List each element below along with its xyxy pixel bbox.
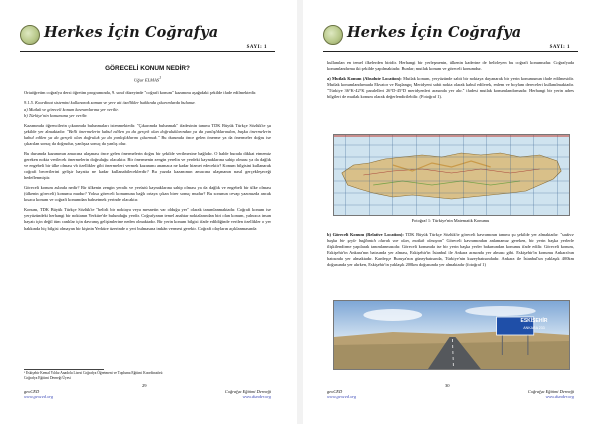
map-graphic bbox=[334, 135, 569, 215]
masthead-title: Herkes İçin Coğrafya bbox=[347, 24, 522, 41]
paragraph-absolute bbox=[327, 76, 574, 100]
absolute-heading: a) Mutlak Konum (Absolute Location): bbox=[327, 76, 402, 82]
absolute-text: Mutlak konum, yeryüzünde sabit bir noktaya dayanarak bir yerin konumunun ifade edilmesidir. Mutlak konumlandırmada Ekvator ve Başlangıç Meridyeni sabit nokta olarak kabul edilerek, enlem ve boylam dereceleri kullanılmaktadır. "Türkiye 36°K-42°K paralelleri 26°D-45°D meridyenleri arasında yer alır." ifadesi mutlak konumlandırmadır. Herhangi bir yerin adres bilgileri de mutlak konum olarak değerlendirilebilir. (Fotoğraf 1). bbox=[327, 76, 574, 100]
list-item: b) Türkiye'nin konumuna yer verilir. bbox=[24, 112, 88, 118]
header-rule bbox=[323, 51, 578, 52]
footer-link[interactable]: www.geoced.org bbox=[327, 394, 357, 400]
footer-org: geoCED bbox=[327, 389, 343, 394]
globe-logo-icon bbox=[323, 25, 343, 45]
author-footnote-mark: 1 bbox=[159, 76, 162, 81]
footer-link[interactable]: www.dunder.org bbox=[545, 394, 574, 400]
article-body bbox=[327, 60, 574, 104]
paragraph-purpose: Bu durumda kazanımın amacına ulaşması önce gelen önermelerin doğru bir şekilde verilmesine bağlıdır. O halde burada dikkat etmemiz gereken nokta verilecek önermelerin doğruluğu olacaktır. Bir önermenin zengin yerelin ve yerdeki kaynaklarına sahip olması ya da dağlık ve engebeli bir ülke olması vb özellikler gibi önermeleri vermek kazanımı anamaca ne kadar hizmet edecektir? Konum bilgisini kullanarak coğrafi becerilerini gelişir hayatta ne kadar kullanabileceklerdir? Bu yazıda kazanımın amacına ulaşmanın nasıl gerçekleşeceği hedeflenmiştir. bbox=[24, 151, 271, 181]
article-body bbox=[24, 66, 271, 236]
footer-org: Coğrafya Eğitimi Derneği bbox=[224, 389, 271, 394]
relative-quote: "sadece başka bir şeyle bağlantılı olarak var olan, mutlak olmayan" bbox=[327, 232, 574, 244]
inference-quote: "Belli önermelerin kabul edilen ya da gerçek olan doğruluklarından ya da yanlışlıklarından, başka önermelerin kabul edilen ya da gerçek olan doğruluk ya da yanlışlıklarını çıkarmak." bbox=[24, 128, 272, 140]
issue-number: SAYI: 1 bbox=[549, 45, 570, 50]
article-author bbox=[24, 75, 271, 84]
footer-left bbox=[327, 389, 356, 400]
paragraph-question: Göreceli konum aslında nedir? Bir ülkenin zengin yeraltı ve yerüstü kaynaklarına sahip olması ya da dağlık ve engebeli bir ülke olması (ülkenin göreceli) konumu mudur? Yoksa göreceli konumuna bağlı ortaya çıkan birer sonuç mudur? Bu sorunun cevap yazımızda ancak kısaca konum ve coğrafi konumdan bahsetmek yerinde olacaktır. bbox=[24, 185, 271, 203]
footnote-rule bbox=[24, 369, 104, 370]
footer-org: geoCED bbox=[24, 389, 40, 394]
map-caption: Fotoğraf 1: Türkiye'nin Matematik Konumu bbox=[411, 218, 490, 223]
footnote bbox=[24, 371, 271, 381]
sign-distance: ANKARA 233 bbox=[523, 326, 545, 330]
masthead-title: Herkes İçin Coğrafya bbox=[44, 24, 219, 41]
sign-name: ESKİŞEHİR bbox=[520, 318, 548, 324]
road-sign-photo bbox=[333, 300, 570, 370]
paragraph-relative bbox=[327, 232, 574, 268]
footer-link[interactable]: www.geoced.org bbox=[24, 394, 54, 400]
globe-logo-icon bbox=[20, 25, 40, 45]
turkey-grid-map bbox=[333, 134, 570, 216]
photo-graphic bbox=[334, 301, 569, 369]
footer-right bbox=[225, 389, 271, 400]
page-left bbox=[0, 0, 297, 424]
paragraph-intro: Ortaöğretim coğrafya dersi öğretim programında, 9. sınıf düzeyinde "coğrafi konum" kazanımı aşağıdaki şekilde ifade edilmektedir. bbox=[24, 89, 257, 95]
page-right bbox=[303, 0, 600, 424]
footer-left bbox=[24, 389, 53, 400]
paragraph-inference bbox=[24, 123, 271, 147]
objective-text: 9.1.5. Koordinat sistemini kullanarak zaman ve yere ait özellikler hakkında çıkarımlarda bulunur. bbox=[24, 99, 196, 105]
paragraph-continuation: kullanılan en temel ilkelerden biridir. Herhangi bir yerleşmenin, ülkenin kaderine de belirleyen bu coğrafi konumudur. Coğrafyada konumlandırma iki şekilde yapılmaktadır. Bunlar; mutlak konum ve göreceli konumdur. bbox=[327, 60, 574, 72]
objective-list bbox=[24, 107, 271, 119]
page-number: 29 bbox=[142, 383, 147, 388]
footnote-line: ¹ Eskişehir Kemal Yıldız Anadolu Lisesi Coğrafya Öğretmeni ve Topluma Eğitimi Koordinatörü bbox=[24, 371, 163, 375]
article-title: GÖRECELİ KONUM NEDİR? bbox=[105, 65, 190, 72]
footer-org: Coğrafya Eğitimi Derneği bbox=[527, 389, 574, 394]
relative-text-1: TDK Büyük Türkçe Sözlük'te göreceli kavramının tanımı şu şekilde yer almaktadır: bbox=[405, 232, 559, 238]
issue-number: SAYI: 1 bbox=[246, 45, 267, 50]
article-body-continued bbox=[327, 216, 574, 272]
paragraph-definition: Konum, TDK Büyük Türkçe Sözlük'te "belirli bir noktaya veya mesnetin var olduğu yer" olarak tanımlanmaktadır. Coğrafi konum ise yeryüzündeki herhangi bir noktanın Yerküre'de bulunduğu yerdir. Coğrafyanın temel anahtar noktalarından biri olan konum, yalnızca insan hayatı için değil tüm canlılar için davranış gelişimlerine neden olmaktadır. Bir yerin konum bilgisi ifade edildiğinde verilen özellikler o yer hakkında hiç bilgisi olmayan bir kişinin Yerküre üzerinde o yeri bulmasına imkân vermesi gerekir. Coğrafi olayların açıklanmasında bbox=[24, 207, 271, 231]
author-name: Uğur ELMAS bbox=[133, 77, 160, 83]
footnote-line: Coğrafya Eğitimi Derneği Üyesi bbox=[24, 376, 71, 380]
relative-heading: b) Göreceli Konum (Relative Location): bbox=[327, 232, 404, 238]
list-item: a) Mutlak ve göreceli konum kavramlarına yer verilir. bbox=[24, 106, 119, 112]
inference-intro: Kazanımda öğrencilerin çıkarımda bulunmaları istenmektedir. "Çıkarımda bulunmak" ifadesinin tanımı TDK Büyük Türkçe Sözlük'te şu şekilde yer almaktadır: bbox=[24, 122, 271, 134]
relative-text-2: Göreceli kavramından anlamamız gereken, bir yerin başka yerlerle ilişkilendirme yapılarak tanımlanmasıdır. Göreceli konumda ise bir yerin başka yerler bakımından konumu ifade edilir. Göreceli konum, Eskişehir'in Ankara'nın batısında yer alması, Eskişehir'in İstanbul ile Ankara arasında yer alması gibi. Eskişehir'in konumu Ankara'nın batısında yer almaktadır. Kardeşçe Buruya'nın güneybatısında, Türkiye'nin kuzeybatısındadır. Ankara ile İstanbul'un yaklaşık 400km doğusunda yer alırken, Eskişehir'in yaklaşık 200km doğusunda yer almaktadır (fotoğraf 1) bbox=[327, 238, 574, 268]
inference-conclusion: Bu durumda önce gelen önerme ya da önermeler doğru ise çıkarılan sonuç da doğrudur, yanlışsa sonuç da yanlış olur. bbox=[24, 134, 271, 146]
footer-right bbox=[528, 389, 574, 400]
header-rule bbox=[20, 51, 275, 52]
footer-link[interactable]: www.dunder.org bbox=[242, 394, 271, 400]
page-number: 30 bbox=[445, 383, 450, 388]
